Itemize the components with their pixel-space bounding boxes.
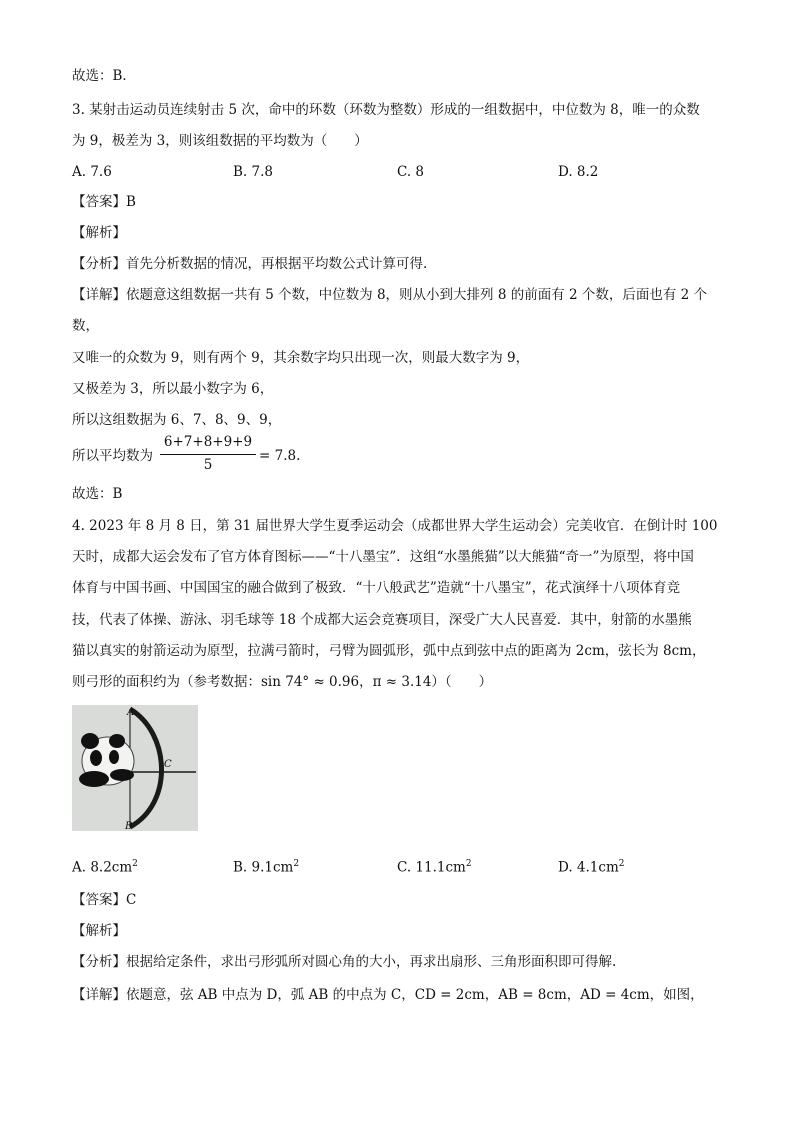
point-c-label: C — [164, 759, 172, 770]
superscript: 2 — [465, 859, 472, 869]
conclusion: 故选：B — [72, 486, 123, 502]
question-3-stem-cont: 为 9，极差为 3，则该组数据的平均数为（ ） — [72, 133, 368, 149]
fraction-denominator: 5 — [203, 457, 213, 473]
answer-label: 【答案】C — [72, 892, 137, 908]
option-d-text: D. 4.1cm — [558, 859, 619, 876]
panda-archer-figure — [72, 705, 198, 831]
question-3-stem: 3. 某射击运动员连续射击 5 次，命中的环数（环数为整数）形成的一组数据中，中位数为 8，唯一的众数 — [72, 102, 700, 118]
option-d: D. 8.2 — [558, 164, 599, 180]
mean-formula-prefix: 所以平均数为 — [72, 448, 153, 464]
option-b-text: B. 9.1cm — [233, 859, 294, 876]
question-4-stem: 则弓形的面积约为（参考数据：sin 74° ≈ 0.96，π ≈ 3.14）（ ） — [72, 674, 493, 690]
analysis-label: 【解析】 — [72, 923, 126, 939]
superscript: 2 — [293, 859, 300, 869]
analysis-detail: 数， — [72, 318, 99, 334]
fraction-bar — [160, 454, 256, 455]
analysis-detail: 【详解】依题意，弦 AB 中点为 D，弧 AB 的中点为 C，CD = 2cm，AB = 8cm，AD = 4cm，如图， — [72, 987, 704, 1003]
answer-label: 【答案】B — [72, 194, 136, 210]
superscript: 2 — [132, 859, 138, 869]
option-a — [72, 854, 138, 878]
analysis-detail: 【详解】依题意这组数据一共有 5 个数，中位数为 8，则从小到大排列 8 的前面有 2 个数，后面也有 2 个 — [72, 287, 708, 303]
question-4-stem: 4. 2023 年 8 月 8 日，第 31 届世界大学生夏季运动会（成都世界大学生运动会）完美收官．在倒计时 100 — [72, 518, 718, 534]
question-4-stem: 技，代表了体操、游泳、羽毛球等 18 个成都大运会竞赛项目，深受广大人民喜爱．其中，射箭的水墨熊 — [72, 612, 692, 628]
analysis-detail: 又极差为 3，所以最小数字为 6， — [72, 381, 274, 397]
option-b: B. 7.8 — [233, 164, 273, 180]
option-a-text: A. 8.2cm — [72, 859, 133, 876]
question-4-stem: 猫以真实的射箭运动为原型，拉满弓箭时，弓臂为圆弧形，弧中点到弦中点的距离为 2cm，弦长为 8cm， — [72, 643, 706, 659]
text-line: 故选：B． — [72, 68, 136, 84]
option-b — [233, 854, 299, 878]
superscript: 2 — [618, 859, 625, 869]
fraction-numerator: 6+7+8+9+9 — [163, 434, 253, 450]
option-c: C. 8 — [397, 164, 425, 180]
analysis-detail: 又唯一的众数为 9，则有两个 9，其余数字均只出现一次，则最大数字为 9， — [72, 350, 530, 366]
point-b-label: B — [125, 821, 133, 831]
question-4-stem: 天时，成都大运会发布了官方体育图标——“十八墨宝”．这组“水墨熊猫”以大熊猫“奇一”为原型，将中国 — [72, 549, 694, 565]
analysis-label: 【解析】 — [72, 225, 126, 241]
question-4-stem: 体育与中国书画、中国国宝的融合做到了极致．“十八般武艺”造就“十八墨宝”，花式演绎十八项体育竞 — [72, 580, 681, 596]
option-d — [558, 854, 625, 878]
analysis-summary: 【分析】首先分析数据的情况，再根据平均数公式计算可得. — [72, 256, 428, 272]
analysis-detail: 所以这组数据为 6、7、8、9、9， — [72, 412, 282, 428]
option-a: A. 7.6 — [72, 164, 112, 180]
point-a-label: A — [127, 707, 135, 718]
option-c-text: C. 11.1cm — [397, 859, 466, 876]
mean-formula-result: = 7.8. — [259, 448, 301, 464]
option-c — [397, 854, 472, 878]
panda-bow-image — [72, 705, 198, 831]
analysis-summary: 【分析】根据给定条件，求出弓形弧所对圆心角的大小，再求出扇形、三角形面积即可得解. — [72, 954, 617, 970]
